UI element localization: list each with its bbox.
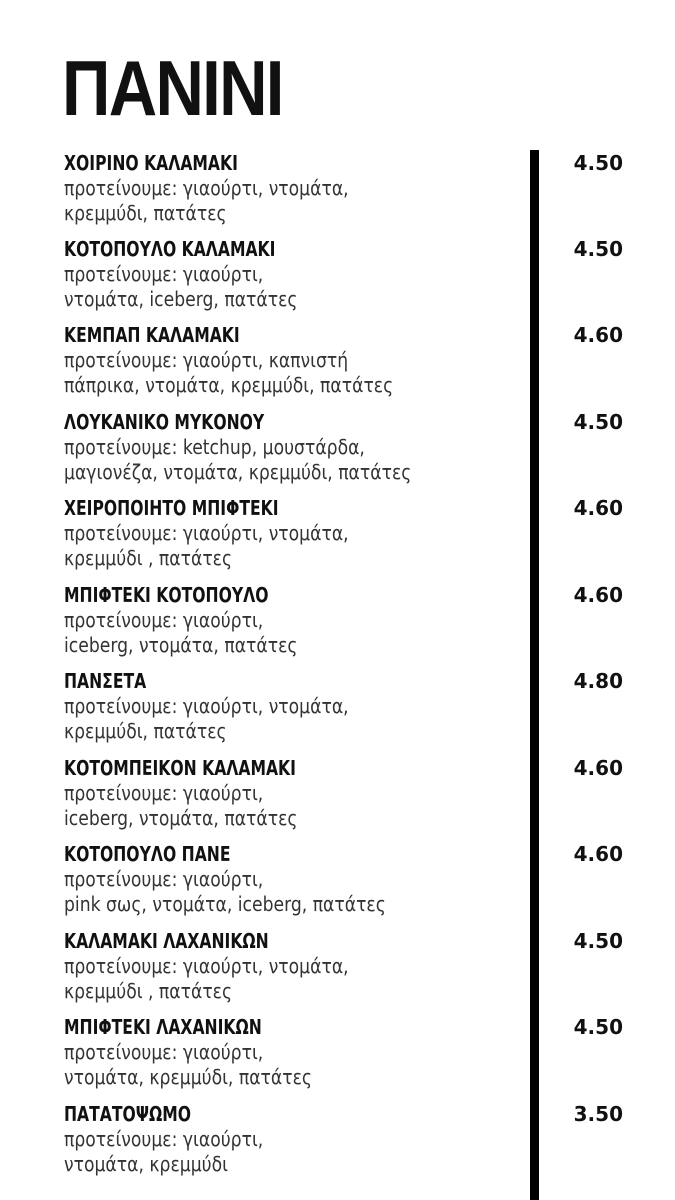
item-description-line: προτείνουμε: γιαούρτι, (64, 608, 264, 632)
item-name: ΚΕΜΠΑΠ ΚΑΛΑΜΑΚΙ (64, 323, 240, 347)
item-description-line: προτείνουμε: γιαούρτι, καπνιστή (64, 348, 349, 372)
item-description (64, 262, 442, 312)
item-description-line: iceberg, ντομάτα, πατάτες (64, 633, 298, 657)
item-description (64, 1040, 442, 1090)
item-price: 4.50 (573, 410, 623, 434)
menu-item (0, 1014, 675, 1100)
item-description (64, 867, 442, 917)
item-description-line: προτείνουμε: γιαούρτι, (64, 1127, 264, 1151)
item-price: 4.50 (573, 929, 623, 953)
item-description-line: πάπρικα, ντομάτα, κρεμμύδι, πατάτες (64, 373, 394, 397)
item-description-line: προτείνουμε: γιαούρτι, (64, 262, 264, 286)
item-description (64, 521, 442, 571)
item-description-line: προτείνουμε: γιαούρτι, ντομάτα, (64, 521, 349, 545)
menu-item (0, 841, 675, 927)
item-price: 4.50 (573, 1015, 623, 1039)
item-price: 4.50 (573, 237, 623, 261)
item-description-line: προτείνουμε: ketchup, μουστάρδα, (64, 435, 365, 459)
item-description-line: μαγιονέζα, ντομάτα, κρεμμύδι, πατάτες (64, 460, 412, 484)
menu-item (0, 409, 675, 495)
item-name: ΚΟΤΟΠΟΥΛΟ ΚΑΛΑΜΑΚΙ (64, 237, 276, 261)
menu-item (0, 150, 675, 236)
item-description-line: προτείνουμε: γιαούρτι, ντομάτα, (64, 176, 349, 200)
item-description-line: προτείνουμε: γιαούρτι, (64, 1040, 264, 1064)
item-name: ΜΠΙΦΤΕΚΙ ΚΟΤΟΠΟΥΛΟ (64, 583, 269, 607)
item-price: 4.60 (573, 842, 623, 866)
menu-item (0, 755, 675, 841)
item-description-line: iceberg, ντομάτα, πατάτες (64, 806, 298, 830)
item-description-line: ντομάτα, κρεμμύδι (64, 1152, 228, 1176)
item-name: ΧΟΙΡΙΝΟ ΚΑΛΑΜΑΚΙ (64, 151, 238, 175)
menu-item (0, 322, 675, 408)
item-name: ΠΑΤΑΤΟΨΩΜΟ (64, 1102, 192, 1126)
item-description (64, 348, 442, 398)
item-description (64, 176, 442, 226)
item-description (64, 435, 442, 485)
item-description (64, 694, 442, 744)
item-description-line: προτείνουμε: γιαούρτι, ντομάτα, (64, 694, 349, 718)
item-price: 4.60 (573, 756, 623, 780)
item-name: ΧΕΙΡΟΠΟΙΗΤΟ ΜΠΙΦΤΕΚΙ (64, 496, 279, 520)
item-name: ΚΟΤΟΜΠΕΙΚΟΝ ΚΑΛΑΜΑΚΙ (64, 756, 296, 780)
menu-item (0, 668, 675, 754)
item-name: ΛΟΥΚΑΝΙΚΟ ΜΥΚΟΝΟΥ (64, 410, 265, 434)
item-price: 4.80 (573, 669, 623, 693)
menu-item (0, 1101, 675, 1187)
item-description-line: ντομάτα, κρεμμύδι, πατάτες (64, 1065, 313, 1089)
menu-item (0, 236, 675, 322)
item-description-line: ντομάτα, iceberg, πατάτες (64, 287, 298, 311)
item-description-line: κρεμμύδι , πατάτες (64, 546, 233, 570)
item-description (64, 781, 442, 831)
item-description-line: προτείνουμε: γιαούρτι, ντομάτα, (64, 954, 349, 978)
item-description-line: προτείνουμε: γιαούρτι, (64, 867, 264, 891)
item-name: ΚΑΛΑΜΑΚΙ ΛΑΧΑΝΙΚΩΝ (64, 929, 269, 953)
item-price: 4.60 (573, 323, 623, 347)
item-description (64, 1127, 442, 1177)
item-description-line: pink σως, ντομάτα, iceberg, πατάτες (64, 892, 386, 916)
item-price: 4.50 (573, 151, 623, 175)
item-name: ΠΑΝΣΕΤΑ (64, 669, 147, 693)
page-title: ΠΑΝΙΝΙ (62, 44, 283, 132)
item-price: 3.50 (573, 1102, 623, 1126)
item-description (64, 608, 442, 658)
item-price: 4.60 (573, 496, 623, 520)
item-price: 4.60 (573, 583, 623, 607)
menu-item (0, 928, 675, 1014)
item-description-line: κρεμμύδι, πατάτες (64, 719, 227, 743)
item-description (64, 954, 442, 1004)
menu-item (0, 495, 675, 581)
item-description-line: κρεμμύδι, πατάτες (64, 201, 227, 225)
item-description-line: κρεμμύδι , πατάτες (64, 979, 233, 1003)
item-name: ΚΟΤΟΠΟΥΛΟ ΠΑΝΕ (64, 842, 231, 866)
item-name: ΜΠΙΦΤΕΚΙ ΛΑΧΑΝΙΚΩΝ (64, 1015, 262, 1039)
item-description-line: προτείνουμε: γιαούρτι, (64, 781, 264, 805)
menu-item (0, 582, 675, 668)
